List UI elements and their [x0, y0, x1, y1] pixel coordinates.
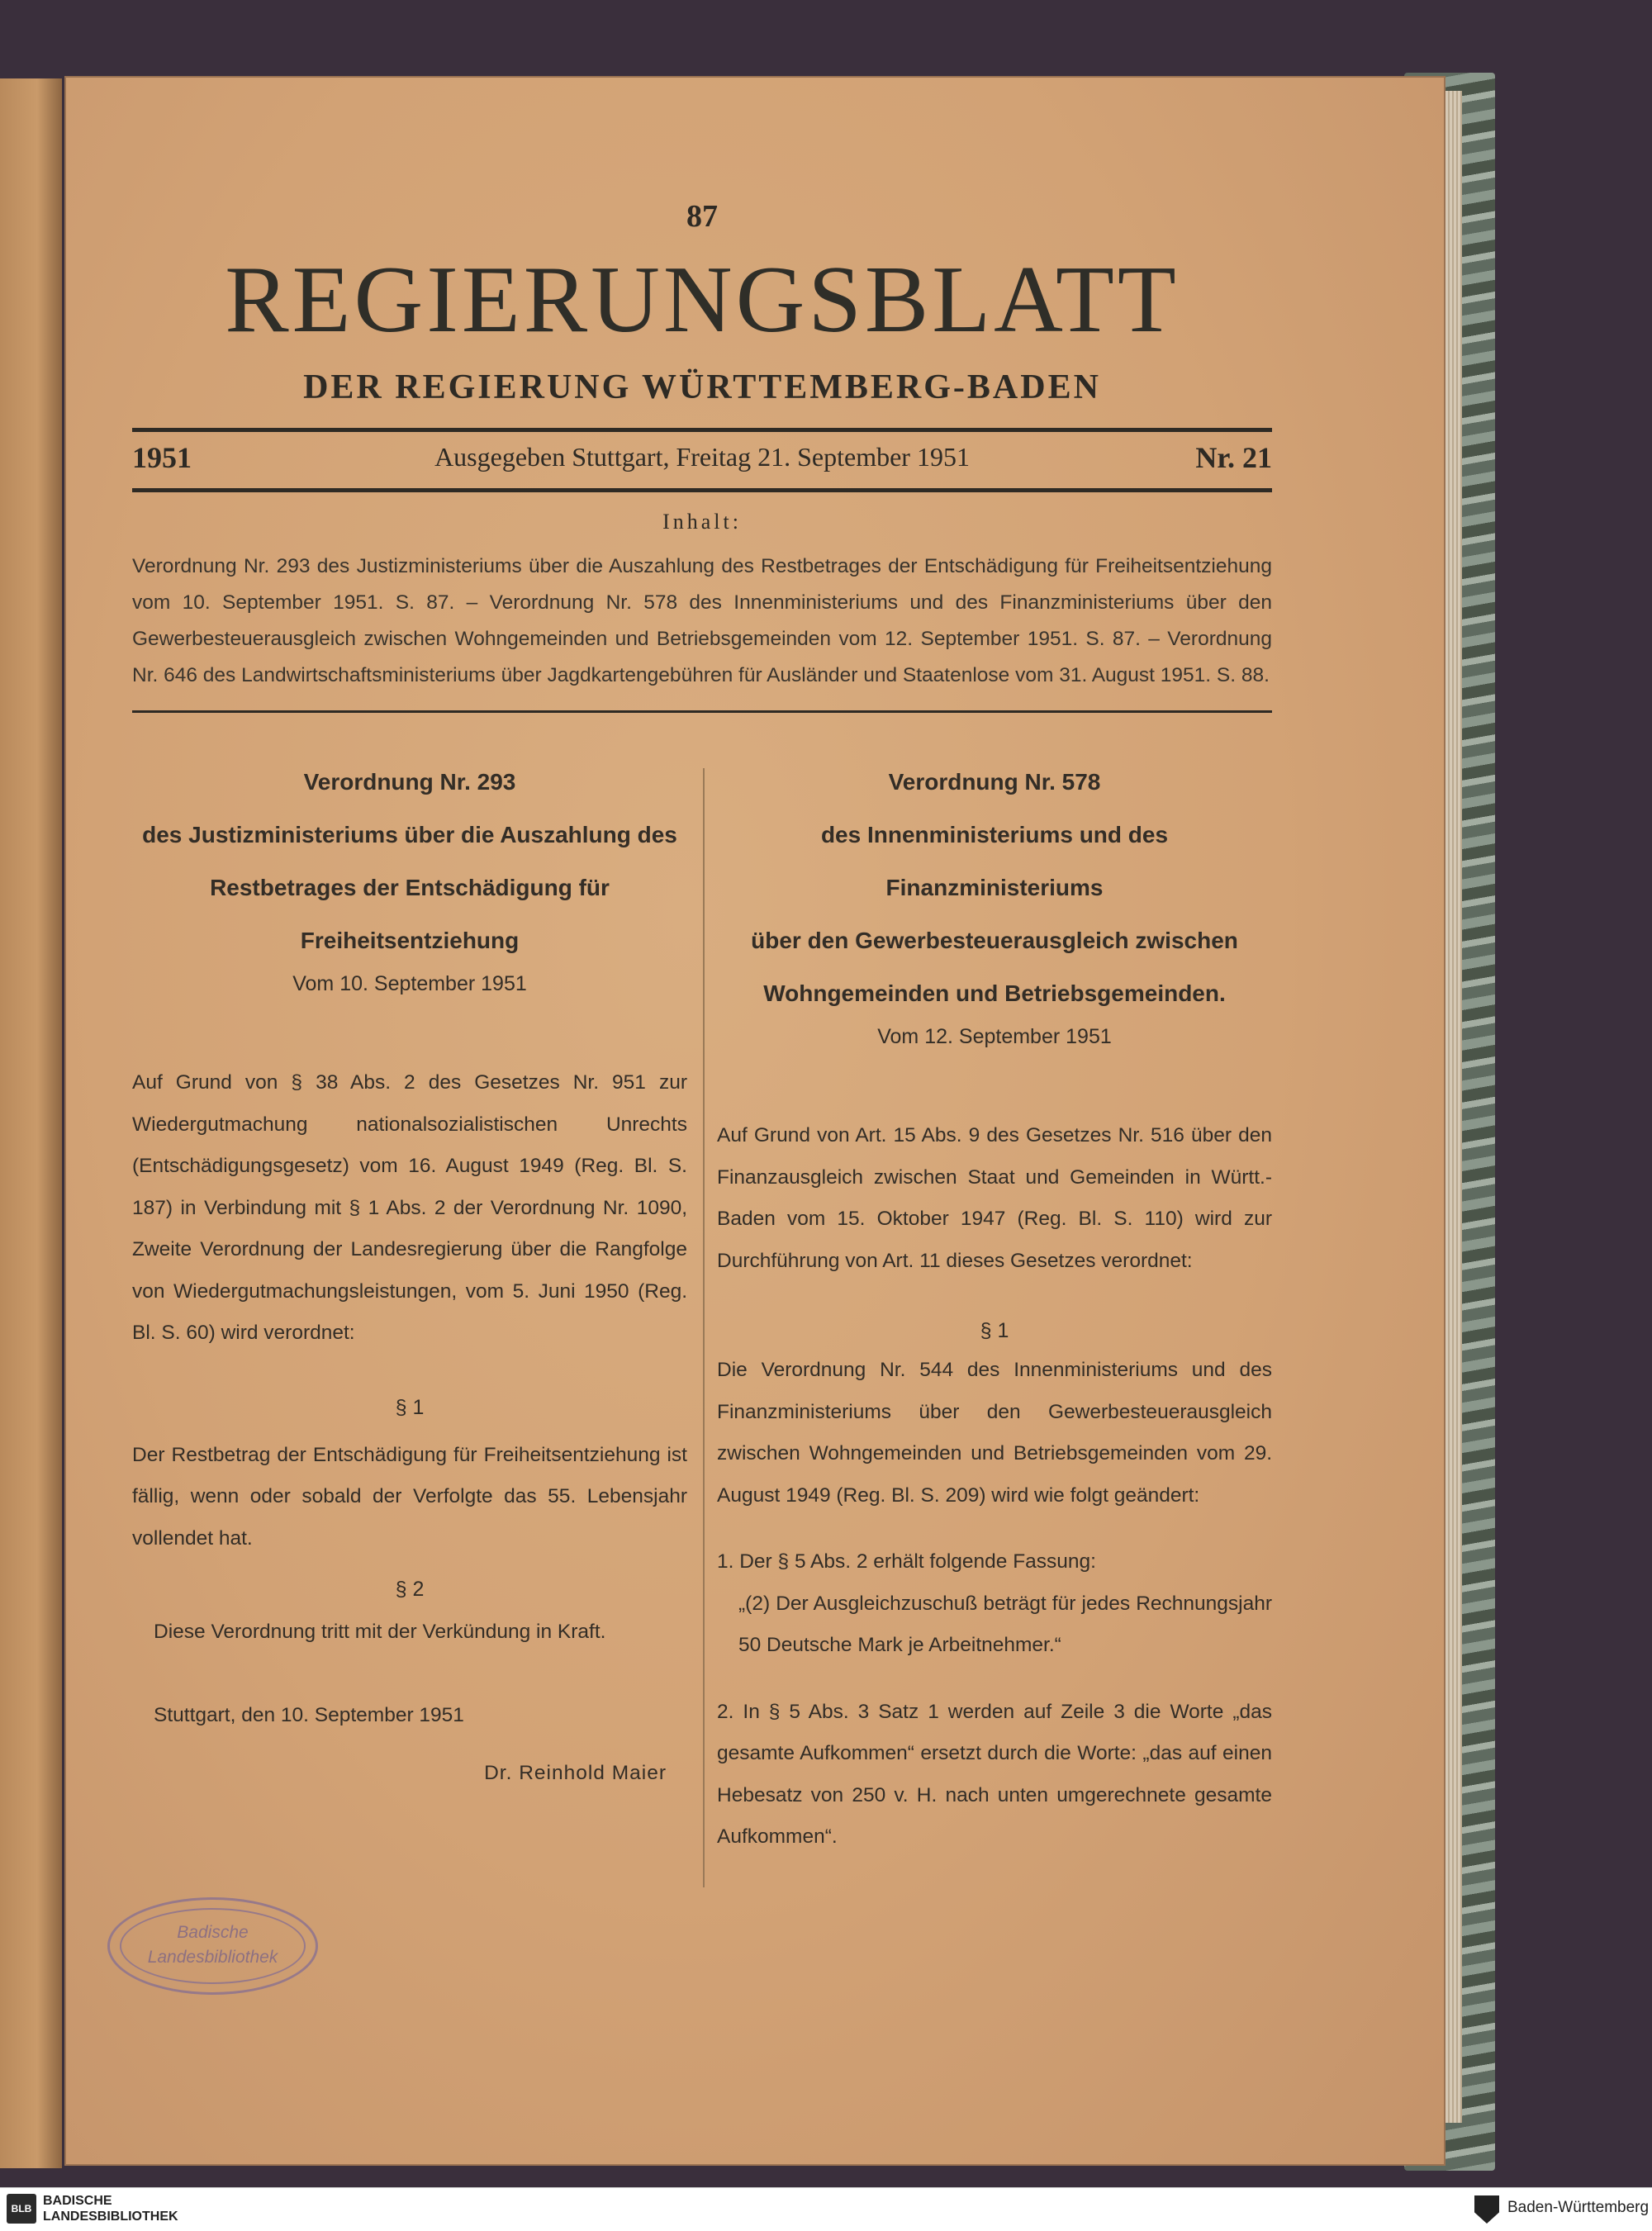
state-label[interactable]: Baden-Württemberg [1507, 2199, 1650, 2216]
section-1-mark: § 1 [395, 1395, 425, 1419]
issue-place-date: Ausgegeben Stuttgart, Freitag 21. September 1951 [434, 442, 970, 472]
blb-logo-icon[interactable]: BLB [7, 2194, 36, 2224]
gazette-title: REGIERUNGSBLATT [225, 247, 1180, 353]
signature: Dr. Reinhold Maier [484, 1762, 667, 1784]
page-number: 87 [686, 199, 718, 234]
issue-year: 1951 [132, 441, 192, 474]
ordinance-578-heading [717, 756, 1272, 1020]
section-1-mark: § 1 [980, 1319, 1009, 1342]
ordinance-293-heading [132, 756, 687, 967]
amendment-item-1: 1. Der § 5 Abs. 2 erhält folgende Fassung: [717, 1550, 1096, 1573]
stamp-text-line1: Badische [177, 1923, 249, 1942]
gazette-subtitle: DER REGIERUNG WÜRTTEMBERG-BADEN [303, 368, 1101, 406]
section-1-text: Die Verordnung Nr. 544 des Innenministeriums und des Finanzministeriums über den Gewerbesteuerausgleich zwischen Wohngemeinden und Betriebsgemeinden vom 29. August 1949 (Reg. Bl. S. 209) wird wie folgt geändert: [717, 1359, 1272, 1507]
top-rule [132, 428, 1272, 432]
ordinance-293-date: Vom 10. September 1951 [292, 972, 527, 995]
library-name-line2: LANDESBIBLIOTHEK [43, 2210, 178, 2224]
ordinance-293 [132, 756, 687, 1795]
heading-line: Wohngemeinden und Betriebsgemeinden. [763, 980, 1226, 1006]
viewer-footer [0, 2187, 1652, 2231]
heading-line: Verordnung Nr. 293 [303, 769, 516, 795]
section-2-mark: § 2 [395, 1578, 425, 1601]
contents-rule [132, 710, 1272, 713]
heading-line: Restbetrages der Entschädigung für [210, 875, 610, 900]
library-stamp [107, 1897, 318, 1995]
section-2-text: Diese Verordnung tritt mit der Verkündung in Kraft. [154, 1621, 606, 1643]
place-date: Stuttgart, den 10. September 1951 [154, 1703, 464, 1726]
heading-line: über den Gewerbesteuerausgleich zwischen [751, 928, 1238, 953]
heading-line: des Justizministeriums über die Auszahlung des [142, 822, 677, 847]
ordinance-578 [717, 756, 1272, 1858]
contents-text: Verordnung Nr. 293 des Justizministeriums über die Auszahlung des Restbetrages der Entschädigung für Freiheitsentziehung vom 10. September 1951. S. 87. – Verordnung Nr. 578 des Innenministeriums und des Finanzministeriums über den Gewerbesteuerausgleich zwischen Wohngemeinden und Betriebsgemeinden vom 12. September 1951. S. 87. – Verordnung Nr. 646 des Landwirtschaftsministeriums über Jagdkartengebühren für Ausländer und Staatenlose vom 31. August 1951. S. 88. [132, 555, 1272, 686]
issue-rule [132, 488, 1272, 492]
amendment-item-1-quote: „(2) Der Ausgleichzuschuß beträgt für jedes Rechnungsjahr 50 Deutsche Mark je Arbeitnehmer.“ [738, 1592, 1272, 1656]
heading-line: Verordnung Nr. 578 [888, 769, 1101, 795]
stamp-inner-ring [120, 1908, 306, 1984]
ordinance-578-preamble: Auf Grund von Art. 15 Abs. 9 des Gesetzes Nr. 516 über den Finanzausgleich zwischen Staat und Gemeinden in Württ.-Baden vom 15. Oktober 1947 (Reg. Bl. S. 110) wird zur Durchführung von Art. 11 dieses Gesetzes verordnet: [717, 1124, 1272, 1272]
facing-page-edge [0, 78, 62, 2168]
section-1-text: Der Restbetrag der Entschädigung für Freiheitsentziehung ist fällig, wenn oder sobald der Verfolgte das 55. Lebensjahr vollendet hat. [132, 1443, 687, 1550]
issue-number: Nr. 21 [1195, 441, 1272, 474]
heading-line: des Innenministeriums und des Finanzministeriums [820, 822, 1169, 900]
column-divider [703, 768, 705, 1887]
contents-heading: Inhalt: [662, 510, 742, 534]
amendment-item-2: 2. In § 5 Abs. 3 Satz 1 werden auf Zeile 3 die Worte „das gesamte Aufkommen“ ersetzt durch die Worte: „das auf einen Hebesatz von 250 v. H. nach unten umgerechnete gesamte Aufkommen“. [717, 1700, 1272, 1848]
stamp-text-line2: Landesbibliothek [147, 1948, 278, 1967]
ordinance-578-date: Vom 12. September 1951 [877, 1025, 1112, 1048]
ordinance-293-preamble: Auf Grund von § 38 Abs. 2 des Gesetzes Nr. 951 zur Wiedergutmachung nationalsozialistischen Unrechts (Entschädigungsgesetz) vom 16. August 1949 (Reg. Bl. S. 187) in Verbindung mit § 1 Abs. 2 der Verordnung Nr. 1090, Zweite Verordnung der Landesregierung über die Rangfolge von Wiedergutmachungsleistungen, vom 5. Juni 1950 (Reg. Bl. S. 60) wird verordnet: [132, 1071, 687, 1344]
library-name-line1: BADISCHE [43, 2194, 112, 2208]
library-name [43, 2193, 178, 2224]
heading-line: Freiheitsentziehung [300, 928, 520, 953]
